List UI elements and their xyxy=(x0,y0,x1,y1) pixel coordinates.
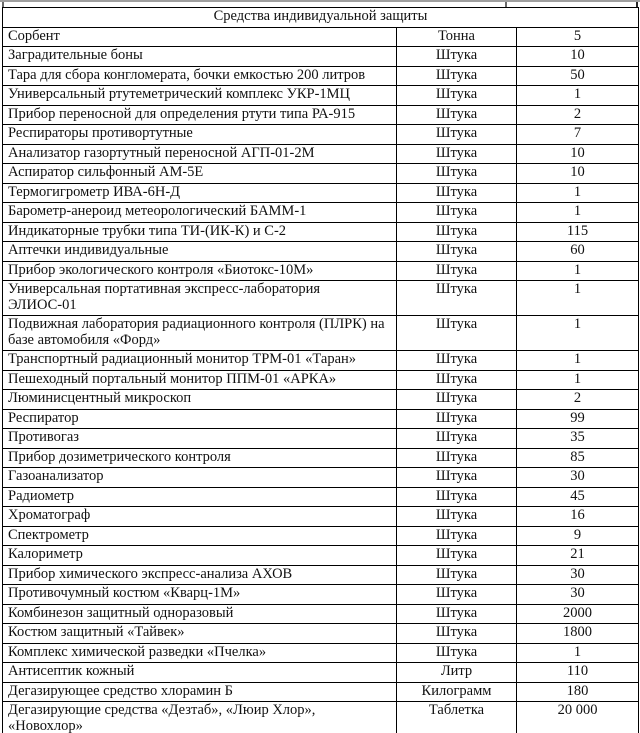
item-name: Спектрометр xyxy=(3,526,397,546)
table-row xyxy=(3,468,639,488)
item-name: Универсальная портативная экспресс-лаборатория ЭЛИОС-01 xyxy=(3,281,397,316)
item-name: Дегазирующие средства «Дезтаб», «Люир Хлор», «Новохлор» xyxy=(3,702,397,733)
item-unit: Штука xyxy=(397,546,517,566)
protective-equipment-table xyxy=(2,7,639,733)
item-name: Прибор экологического контроля «Биотокс-10М» xyxy=(3,261,397,281)
item-unit: Таблетка xyxy=(397,702,517,733)
table-row xyxy=(3,242,639,262)
item-qty: 1800 xyxy=(517,624,639,644)
item-name: Аптечки индивидуальные xyxy=(3,242,397,262)
cropped-row-remnant xyxy=(0,0,640,7)
table-row xyxy=(3,487,639,507)
table-row xyxy=(3,526,639,546)
item-unit: Штука xyxy=(397,105,517,125)
item-qty: 5 xyxy=(517,27,639,47)
item-name: Анализатор газортутный переносной АГП-01-2М xyxy=(3,144,397,164)
item-name: Газоанализатор xyxy=(3,468,397,488)
table-row xyxy=(3,316,639,351)
table-row xyxy=(3,144,639,164)
table-row xyxy=(3,86,639,106)
table-row xyxy=(3,429,639,449)
item-unit: Штука xyxy=(397,242,517,262)
table-border-fragment xyxy=(505,2,507,7)
item-qty: 1 xyxy=(517,261,639,281)
item-qty: 2000 xyxy=(517,604,639,624)
item-unit: Штука xyxy=(397,624,517,644)
item-unit: Штука xyxy=(397,370,517,390)
item-unit: Штука xyxy=(397,409,517,429)
item-qty: 85 xyxy=(517,448,639,468)
table-row xyxy=(3,281,639,316)
item-unit: Штука xyxy=(397,487,517,507)
item-unit: Штука xyxy=(397,144,517,164)
table-row xyxy=(3,125,639,145)
item-name: Калориметр xyxy=(3,546,397,566)
table-row xyxy=(3,222,639,242)
table-row xyxy=(3,546,639,566)
item-unit: Штука xyxy=(397,281,517,316)
item-unit: Литр xyxy=(397,663,517,683)
section-title: Средства индивидуальной защиты xyxy=(3,8,639,28)
table-border-fragment xyxy=(2,2,4,7)
item-name: Люминисцентный микроскоп xyxy=(3,390,397,410)
item-unit: Штука xyxy=(397,390,517,410)
item-name: Прибор дозиметрического контроля xyxy=(3,448,397,468)
item-qty: 1 xyxy=(517,203,639,223)
item-unit: Штука xyxy=(397,164,517,184)
section-header-row xyxy=(3,8,639,28)
item-name: Заградительные боны xyxy=(3,47,397,67)
item-unit: Штука xyxy=(397,448,517,468)
table-row xyxy=(3,370,639,390)
item-unit: Штука xyxy=(397,125,517,145)
item-unit: Штука xyxy=(397,585,517,605)
item-qty: 1 xyxy=(517,370,639,390)
item-qty: 20 000 xyxy=(517,702,639,733)
table-row xyxy=(3,624,639,644)
item-qty: 9 xyxy=(517,526,639,546)
item-qty: 110 xyxy=(517,663,639,683)
item-qty: 115 xyxy=(517,222,639,242)
table-row xyxy=(3,585,639,605)
item-unit: Штука xyxy=(397,507,517,527)
item-name: Хроматограф xyxy=(3,507,397,527)
item-qty: 1 xyxy=(517,281,639,316)
item-unit: Штука xyxy=(397,66,517,86)
item-qty: 10 xyxy=(517,164,639,184)
item-name: Антисептик кожный xyxy=(3,663,397,683)
item-qty: 2 xyxy=(517,390,639,410)
item-name: Противочумный костюм «Кварц-1М» xyxy=(3,585,397,605)
table-row xyxy=(3,27,639,47)
item-name: Комбинезон защитный одноразовый xyxy=(3,604,397,624)
item-name: Подвижная лаборатория радиационного контроля (ПЛРК) на базе автомобиля «Форд» xyxy=(3,316,397,351)
item-qty: 45 xyxy=(517,487,639,507)
table-row xyxy=(3,47,639,67)
table-row xyxy=(3,663,639,683)
item-qty: 50 xyxy=(517,66,639,86)
item-qty: 30 xyxy=(517,585,639,605)
item-name: Радиометр xyxy=(3,487,397,507)
item-name: Костюм защитный «Тайвек» xyxy=(3,624,397,644)
item-name: Прибор переносной для определения ртути типа РА-915 xyxy=(3,105,397,125)
item-qty: 2 xyxy=(517,105,639,125)
item-name: Дегазирующее средство хлорамин Б xyxy=(3,682,397,702)
item-name: Сорбент xyxy=(3,27,397,47)
item-qty: 21 xyxy=(517,546,639,566)
item-name: Прибор химического экспресс-анализа АХОВ xyxy=(3,565,397,585)
table-row xyxy=(3,448,639,468)
item-unit: Штука xyxy=(397,203,517,223)
item-unit: Штука xyxy=(397,565,517,585)
item-unit: Штука xyxy=(397,316,517,351)
table-row xyxy=(3,604,639,624)
item-qty: 1 xyxy=(517,351,639,371)
table-row xyxy=(3,409,639,429)
item-qty: 16 xyxy=(517,507,639,527)
item-name: Тара для сбора конгломерата, бочки емкостью 200 литров xyxy=(3,66,397,86)
table-row xyxy=(3,351,639,371)
item-unit: Штука xyxy=(397,86,517,106)
table-row xyxy=(3,203,639,223)
item-qty: 10 xyxy=(517,144,639,164)
table-row xyxy=(3,66,639,86)
item-qty: 1 xyxy=(517,183,639,203)
table-row xyxy=(3,183,639,203)
item-unit: Килограмм xyxy=(397,682,517,702)
item-qty: 1 xyxy=(517,316,639,351)
table-row xyxy=(3,261,639,281)
item-qty: 30 xyxy=(517,565,639,585)
item-qty: 10 xyxy=(517,47,639,67)
table-row xyxy=(3,643,639,663)
table-row xyxy=(3,164,639,184)
item-name: Барометр-анероид метеорологический БАММ-1 xyxy=(3,203,397,223)
item-unit: Штука xyxy=(397,643,517,663)
item-name: Респиратор xyxy=(3,409,397,429)
table-border-fragment xyxy=(636,2,638,7)
table-row xyxy=(3,105,639,125)
item-qty: 99 xyxy=(517,409,639,429)
item-unit: Штука xyxy=(397,526,517,546)
table-row xyxy=(3,682,639,702)
item-unit: Штука xyxy=(397,429,517,449)
item-unit: Штука xyxy=(397,222,517,242)
item-name: Универсальный ртутеметрический комплекс УКР-1МЦ xyxy=(3,86,397,106)
item-qty: 180 xyxy=(517,682,639,702)
item-qty: 1 xyxy=(517,643,639,663)
item-name: Термогигрометр ИВА-6Н-Д xyxy=(3,183,397,203)
item-unit: Штука xyxy=(397,604,517,624)
item-qty: 30 xyxy=(517,468,639,488)
table-row xyxy=(3,390,639,410)
item-unit: Штука xyxy=(397,261,517,281)
item-unit: Штука xyxy=(397,183,517,203)
item-unit: Штука xyxy=(397,468,517,488)
item-name: Комплекс химической разведки «Пчелка» xyxy=(3,643,397,663)
table-body xyxy=(3,8,639,733)
item-unit: Штука xyxy=(397,351,517,371)
item-qty: 1 xyxy=(517,86,639,106)
item-qty: 7 xyxy=(517,125,639,145)
table-row xyxy=(3,507,639,527)
item-name: Аспиратор сильфонный АМ-5Е xyxy=(3,164,397,184)
item-name: Респираторы противортутные xyxy=(3,125,397,145)
item-qty: 35 xyxy=(517,429,639,449)
item-qty: 60 xyxy=(517,242,639,262)
item-unit: Тонна xyxy=(397,27,517,47)
item-name: Индикаторные трубки типа ТИ-(ИК-К) и С-2 xyxy=(3,222,397,242)
item-unit: Штука xyxy=(397,47,517,67)
item-name: Пешеходный портальный монитор ППМ-01 «АРКА» xyxy=(3,370,397,390)
table-row xyxy=(3,702,639,733)
item-name: Транспортный радиационный монитор ТРМ-01 «Таран» xyxy=(3,351,397,371)
table-row xyxy=(3,565,639,585)
item-name: Противогаз xyxy=(3,429,397,449)
